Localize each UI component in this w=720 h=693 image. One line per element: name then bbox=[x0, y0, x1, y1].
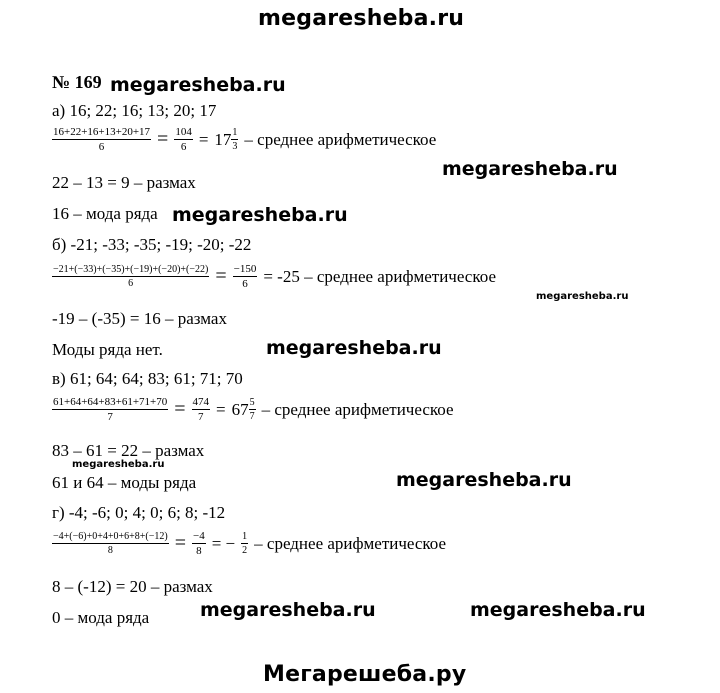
part-b-result-denominator: 6 bbox=[242, 278, 248, 290]
part-a-result-fraction bbox=[174, 126, 193, 153]
part-b-range: -19 – (-35) = 16 – размах bbox=[52, 309, 227, 328]
watermark-9: megaresheba.ru bbox=[470, 599, 646, 621]
part-b-sum-denominator: 6 bbox=[128, 278, 134, 289]
part-v-sum-denominator: 7 bbox=[107, 411, 113, 423]
part-b-sum-numerator: −21+(−33)+(−35)+(−19)+(−20)+(−22) bbox=[53, 264, 209, 275]
part-g-result-numerator: −4 bbox=[193, 530, 205, 542]
part-g-sum-fraction bbox=[52, 531, 169, 556]
part-g-sum-denominator: 8 bbox=[107, 545, 113, 556]
part-g-half-numerator: 1 bbox=[242, 531, 248, 542]
watermark-7: megaresheba.ru bbox=[396, 469, 572, 491]
part-v-sum-numerator: 61+64+64+83+61+71+70 bbox=[53, 396, 168, 408]
part-b-equals-1: = bbox=[215, 265, 227, 287]
part-a-mean-label: – среднее арифметическое bbox=[244, 129, 437, 149]
part-v-whole: 67 bbox=[231, 399, 249, 419]
part-v-result-fraction bbox=[192, 396, 211, 423]
part-a-mixed-fraction bbox=[231, 127, 238, 152]
part-v-mode: 61 и 64 – моды ряда bbox=[52, 473, 197, 492]
part-a-mixed-numerator: 1 bbox=[232, 127, 238, 138]
part-g-range: 8 – (-12) = 20 – размах bbox=[52, 577, 213, 596]
part-b-mode: Моды ряда нет. bbox=[52, 340, 163, 359]
watermark-1: megaresheba.ru bbox=[110, 74, 286, 96]
part-a-equals-1: = bbox=[157, 128, 169, 150]
part-g-mean-label: – среднее арифметическое bbox=[254, 533, 447, 553]
part-v-header: в) 61; 64; 64; 83; 61; 71; 70 bbox=[52, 369, 243, 388]
part-g-sum-numerator: −4+(−6)+0+4+0+6+8+(−12) bbox=[53, 531, 168, 542]
part-g-result-denominator: 8 bbox=[196, 545, 202, 557]
part-g-mean-equation bbox=[52, 530, 446, 557]
part-a-range: 22 – 13 = 9 – размах bbox=[52, 173, 196, 192]
part-a-mode: 16 – мода ряда bbox=[52, 204, 158, 223]
part-g-equals-1: = bbox=[174, 532, 186, 554]
part-a-mixed-number bbox=[214, 127, 238, 152]
watermark-top: megaresheba.ru bbox=[258, 6, 465, 31]
watermark-6-small: megaresheba.ru bbox=[72, 459, 165, 470]
part-b-result-tail: = -25 – среднее арифметическое bbox=[263, 266, 496, 286]
part-g-header: г) -4; -6; 0; 4; 0; 6; 8; -12 bbox=[52, 503, 226, 522]
part-b-result-numerator: −150 bbox=[233, 263, 257, 275]
part-v-mixed-fraction bbox=[249, 397, 256, 422]
watermark-4-small: megaresheba.ru bbox=[536, 291, 629, 302]
part-v-sum-fraction bbox=[52, 396, 168, 423]
watermark-3: megaresheba.ru bbox=[172, 204, 348, 226]
part-a-mixed-denominator: 3 bbox=[232, 141, 238, 152]
part-a-equals-2: = bbox=[198, 129, 209, 149]
part-a-result-denominator: 6 bbox=[180, 141, 187, 153]
part-v-mean-label: – среднее арифметическое bbox=[261, 399, 454, 419]
part-v-mixed-denominator: 7 bbox=[249, 411, 255, 422]
part-v-equals-2: = bbox=[216, 399, 226, 419]
part-v-result-denominator: 7 bbox=[198, 411, 204, 423]
part-a-sum-denominator: 6 bbox=[98, 141, 105, 153]
part-a-header: а) 16; 22; 16; 13; 20; 17 bbox=[52, 101, 217, 120]
part-g-half-fraction bbox=[241, 531, 248, 556]
part-v-equals-1: = bbox=[174, 398, 186, 420]
part-v-mixed-numerator: 5 bbox=[249, 397, 255, 408]
problem-number: № 169 bbox=[52, 72, 102, 92]
part-a-mean-equation bbox=[52, 126, 436, 153]
part-a-whole: 17 bbox=[214, 129, 232, 149]
part-a-result-numerator: 104 bbox=[175, 126, 192, 138]
part-g-equals-minus: = − bbox=[211, 533, 236, 553]
watermark-2: megaresheba.ru bbox=[442, 158, 618, 180]
part-b-sum-fraction bbox=[52, 264, 209, 289]
watermark-5: megaresheba.ru bbox=[266, 337, 442, 359]
part-v-result-numerator: 474 bbox=[192, 396, 210, 408]
part-v-range: 83 – 61 = 22 – размах bbox=[52, 441, 205, 460]
part-g-half-denominator: 2 bbox=[242, 545, 248, 556]
part-b-header: б) -21; -33; -35; -19; -20; -22 bbox=[52, 235, 252, 254]
part-b-mean-equation bbox=[52, 263, 496, 290]
part-g-result-fraction bbox=[192, 530, 206, 557]
part-v-mean-equation bbox=[52, 396, 454, 423]
watermark-bottom: Мегарешеба.ру bbox=[263, 662, 467, 687]
part-g-mode: 0 – мода ряда bbox=[52, 608, 150, 627]
part-a-sum-numerator: 16+22+16+13+20+17 bbox=[53, 126, 151, 138]
part-v-mixed-number bbox=[232, 397, 256, 422]
part-b-result-fraction bbox=[233, 263, 258, 290]
watermark-8: megaresheba.ru bbox=[200, 599, 376, 621]
part-a-sum-fraction bbox=[52, 126, 151, 153]
